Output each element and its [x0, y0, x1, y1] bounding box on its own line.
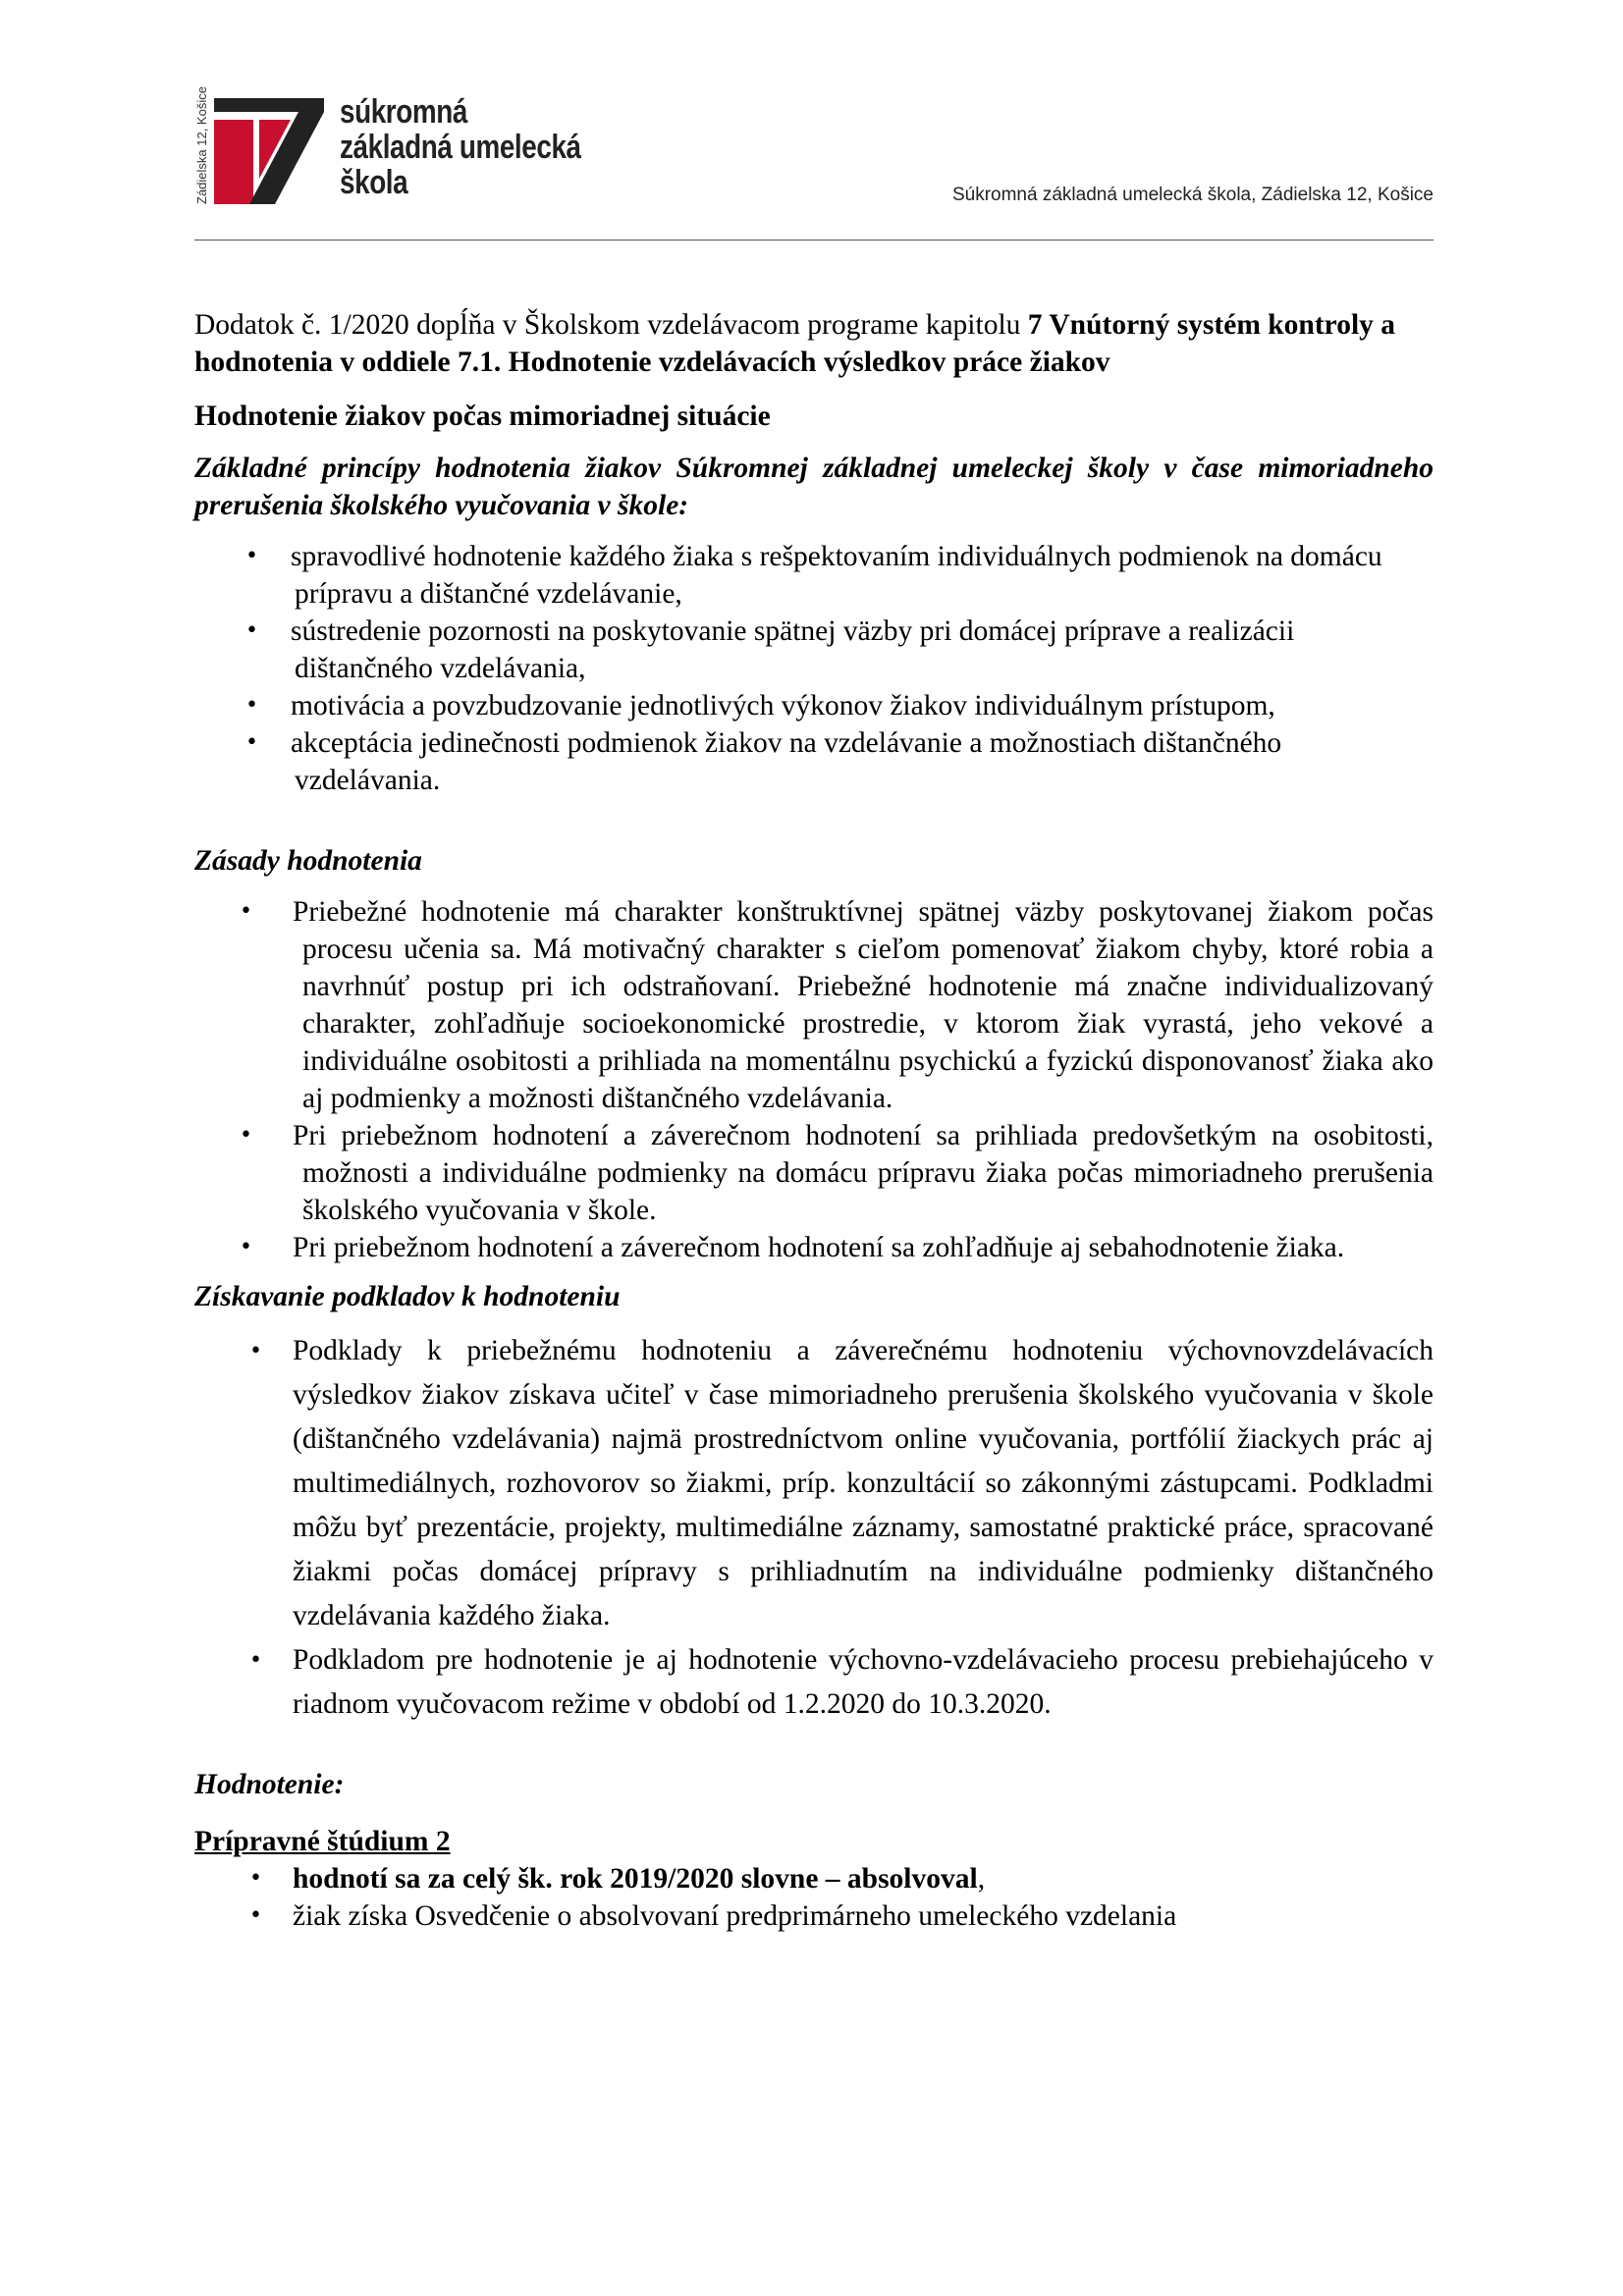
list-item [194, 1860, 1434, 1897]
hodnotenie-list [194, 1860, 1434, 1935]
list-item: • spravodlivé hodnotenie každého žiaka s rešpektovaním individuálnych podmienok na domácu prípravu a dištančné vzdelávanie, [194, 538, 1434, 613]
subheading-pripravne: Prípravné štúdium 2 [194, 1826, 451, 1857]
page-header [194, 86, 1434, 241]
list-item: • Pri priebežnom hodnotení a záverečnom hodnotení sa prihliada predovšetkým na osobitosti, možnosti a individuálne podmienky na domácu prípravu žiaka počas mimoriadneho prerušenia školského vyučovania v škole. [194, 1117, 1434, 1229]
list-item: • motivácia a povzbudzovanie jednotlivých výkonov žiakov individuálnym prístupom, [194, 687, 1434, 724]
list-item: • Podkladom pre hodnotenie je aj hodnotenie výchovno-vzdelávacieho procesu prebiehajúceho v riadnom vyučovacom režime v období od 1.2.2020 do 10.3.2020. [194, 1638, 1434, 1727]
heading-situation: Hodnotenie žiakov počas mimoriadnej situácie [194, 400, 771, 432]
list-item: • sústredenie pozornosti na poskytovanie spätnej väzby pri domácej príprave a realizácii dištančného vzdelávania, [194, 613, 1434, 687]
logo-wordmark [340, 94, 581, 200]
header-school-name: Súkromná základná umelecká škola, Zádielska 12, Košice [951, 185, 1434, 205]
logo-address-vertical: Zádielska 12, Košice [194, 86, 209, 204]
logo-line-1: súkromná [340, 93, 467, 131]
intro-lead: Dodatok č. 1/2020 dopĺňa v Školskom vzdelávacom programe kapitolu [194, 309, 1028, 341]
list-item: • Pri priebežnom hodnotení a záverečnom hodnotení sa zohľadňuje aj sebahodnotenie žiaka. [194, 1229, 1434, 1266]
intro-bold: 7 Vnútorný systém kontroly a hodnotenia v oddiele 7.1. Hodnotenie vzdelávacích výsledkov práce žiakov [194, 309, 1396, 378]
list-item: • Podklady k priebežnému hodnoteniu a záverečnému hodnoteniu výchovnovzdelávacích výsledkov žiakov získava učiteľ v čase mimoriadneho prerušenia školského vyučovania v škole (dištančného vzdelávania) najmä prostredníctvom online vyučovania, portfólií žiackych prác aj multimediálnych, rozhovorov so žiakmi, príp. konzultácií so zákonnými zástupcami. Podkladmi môžu byť prezentácie, projekty, multimediálne záznamy, samostatné praktické práce, spracované žiakmi počas domácej prípravy s prihliadnutím na individuálne podmienky dištančného vzdelávania každého žiaka. [194, 1329, 1434, 1638]
item-tail: , [977, 1863, 986, 1895]
heading-hodnotenie: Hodnotenie: [194, 1769, 345, 1800]
intro-paragraph [194, 306, 1434, 381]
principles-list [194, 538, 1434, 799]
zasady-list [194, 893, 1434, 1266]
heading-zasady: Zásady hodnotenia [194, 845, 422, 877]
heading-podklady: Získavanie podkladov k hodnoteniu [194, 1281, 621, 1312]
logo-line-2: základná umelecká [340, 129, 581, 166]
list-item: • Priebežné hodnotenie má charakter konštruktívnej spätnej väzby poskytovanej žiakom počas procesu učenia sa. Má motivačný charakter s cieľom pomenovať žiakom chyby, ktoré robia a navrhnúť postup pri ich odstraňovaní. Priebežné hodnotenie má značne individualizovaný charakter, zohľadňuje socioekonomické prostredie, v ktorom žiak vyrastá, jeho vekové a individuálne osobitosti a prihliada na momentálnu psychickú a fyzickú disponovanosť žiaka ako aj podmienky a možnosti dištančného vzdelávania. [194, 893, 1434, 1117]
logo-line-3: škola [340, 164, 408, 201]
item-bold: hodnotí sa za celý šk. rok 2019/2020 slovne – absolvoval [293, 1863, 978, 1895]
school-logo [194, 86, 587, 212]
podklady-list [194, 1329, 1434, 1727]
logo-seven-mark [214, 98, 324, 204]
document-body [194, 306, 1434, 1935]
list-item: • žiak získa Osvedčenie o absolvovaní predprimárneho umeleckého vzdelania [194, 1897, 1434, 1935]
heading-principles: Základné princípy hodnotenia žiakov Súkromnej základnej umeleckej školy v čase mimoriadneho prerušenia školského vyučovania v škole: [194, 453, 1434, 521]
list-item: • akceptácia jedinečnosti podmienok žiakov na vzdelávanie a možnostiach dištančného vzdelávania. [194, 724, 1434, 799]
